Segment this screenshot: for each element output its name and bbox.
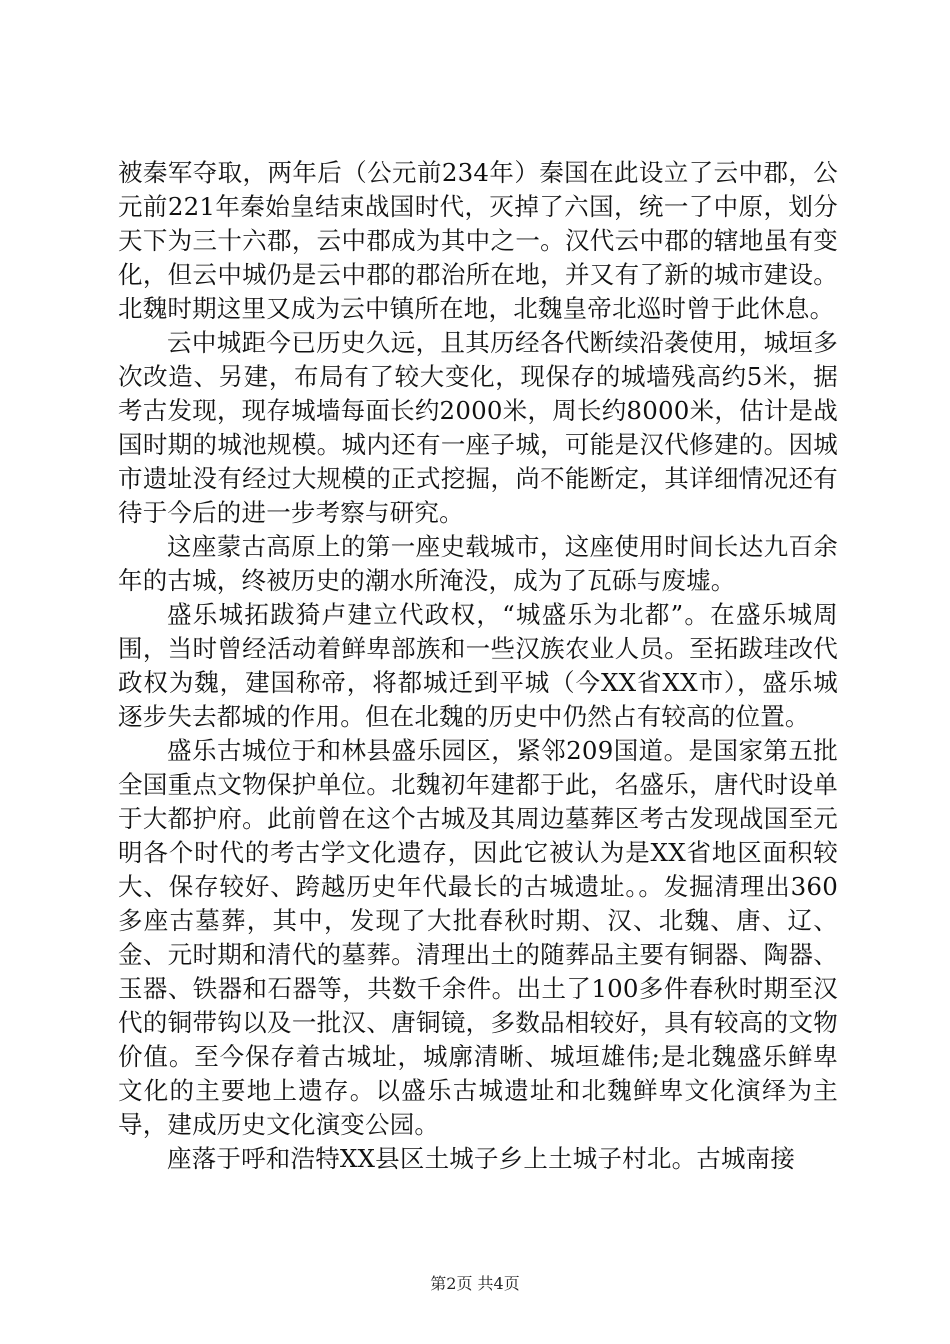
paragraph-qin-yunzhong: 被秦军夺取，两年后（公元前234年）秦国在此设立了云中郡，公元前221年秦始皇结束战国时代，灭掉了六国，统一了中原，划分天下为三十六郡，云中郡成为其中之一。汉代云中郡的辖地虽有变化，但云中城仍是云中郡的郡治所在地，并又有了新的城市建设。北魏时期这里又成为云中镇所在地，北魏皇帝北巡时曾于此休息。	[118, 158, 838, 323]
paragraph-first-city: 这座蒙古高原上的第一座史载城市，这座使用时间长达九百余年的古城，终被历史的潮水所淹没，成为了瓦砾与废墟。	[118, 532, 838, 595]
page-number-footer: 第2页 共4页	[430, 1274, 520, 1293]
paragraph-yunzhong-city: 云中城距今已历史久远，且其历经各代断续沿袭使用，城垣多次改造、另建，布局有了较大变化，现保存的城墙残高约5米，据考古发现，现存城墙每面长约2000米，周长约8000米，估计是战国时期的城池规模。城内还有一座子城，可能是汉代修建的。因城市遗址没有经过大规模的正式挖掘，尚不能断定，其详细情况还有待于今后的进一步考察与研究。	[118, 328, 838, 527]
paragraph-shengle-city: 盛乐城拓跋猗卢建立代政权，“城盛乐为北都”。在盛乐城周围，当时曾经活动着鲜卑部族和一些汉族农业人员。至拓跋珪改代政权为魏，建国称帝，将都城迁到平城（今XX省XX市），盛乐城逐步失去都城的作用。但在北魏的历史中仍然占有较高的位置。	[118, 600, 838, 731]
paragraph-shengle-ancient-city: 盛乐古城位于和林县盛乐园区，紧邻209国道。是国家第五批全国重点文物保护单位。北魏初年建都于此，名盛乐，唐代时设单于大都护府。此前曾在这个古城及其周边墓葬区考古发现战国至元明各个时代的考古学文化遗存，因此它被认为是XX省地区面积较大、保存较好、跨越历史年代最长的古城遗址。。发掘清理出360多座古墓葬，其中，发现了大批春秋时期、汉、北魏、唐、辽、金、元时期和清代的墓葬。清理出土的随葬品主要有铜器、陶器、玉器、铁器和石器等，共数千余件。出土了100多件春秋时期至汉代的铜带钩以及一批汉、唐铜镜，多数品相较好，具有较高的文物价值。至今保存着古城址，城廓清晰、城垣雄伟;是北魏盛乐鲜卑文化的主要地上遗存。以盛乐古城遗址和北魏鲜卑文化演绎为主导，建成历史文化演变公园。	[118, 736, 838, 1139]
paragraph-tuchengzi: 座落于呼和浩特XX县区土城子乡上土城子村北。古城南接	[167, 1144, 796, 1173]
document-body	[118, 156, 838, 1176]
